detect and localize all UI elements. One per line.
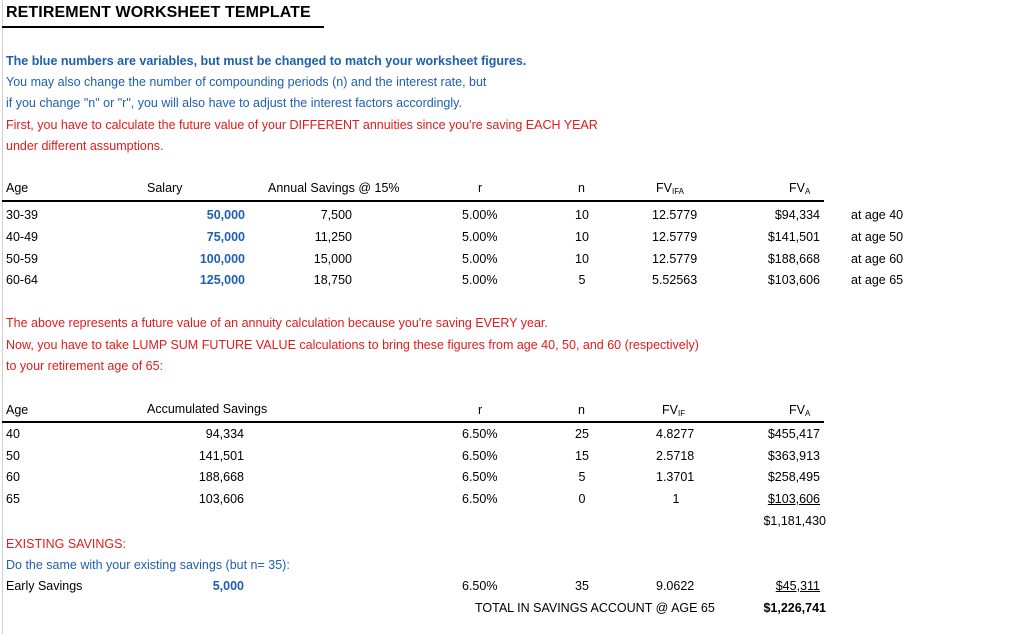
- row4-annual: 18,750: [313, 273, 352, 287]
- t2-row3-n: 5: [578, 470, 586, 484]
- header-salary: Salary: [147, 181, 183, 195]
- row2-fva: $141,501: [767, 230, 820, 244]
- intro-line-3: if you change "n" or "r", you will also have to adjust the interest factors accordingly.: [6, 96, 462, 110]
- row4-age: 60-64: [6, 273, 38, 287]
- title-underline: [2, 26, 324, 28]
- t2-row3-fva: $258,495: [767, 470, 820, 484]
- header-n: n: [578, 181, 585, 195]
- row4-n: 5: [578, 273, 586, 287]
- row3-fv: 12.5779: [652, 252, 698, 266]
- early-savings-amount: 5,000: [212, 579, 244, 593]
- t2-row1-r: 6.50%: [462, 427, 498, 441]
- t2-header-n: n: [578, 403, 585, 417]
- middle-line-1: The above represents a future value of an annuity calculation because you're saving EVERY year.: [6, 316, 548, 330]
- total-savings-value: $1,226,741: [763, 601, 826, 615]
- row3-age: 50-59: [6, 252, 38, 266]
- row2-fv: 12.5779: [652, 230, 698, 244]
- row2-n: 10: [575, 230, 589, 244]
- t2-row2-fva: $363,913: [767, 449, 820, 463]
- row4-note: at age 65: [851, 273, 904, 287]
- intro-line-2: You may also change the number of compounding periods (n) and the interest rate, but: [6, 75, 487, 89]
- header-fva: $FV_A$: [789, 181, 811, 196]
- t2-row1-n: 25: [575, 427, 589, 441]
- early-savings-fva: $45,311: [775, 579, 820, 593]
- early-savings-label: Early Savings: [6, 579, 83, 593]
- t2-row4-r: 6.50%: [462, 492, 498, 506]
- t2-row3-fv: 1.3701: [656, 470, 695, 484]
- row1-n: 10: [575, 208, 589, 222]
- t2-row3-r: 6.50%: [462, 470, 498, 484]
- page-title: RETIREMENT WORKSHEET TEMPLATE: [6, 4, 311, 21]
- row1-fva: $94,334: [774, 208, 820, 222]
- row4-r: 5.00%: [462, 273, 498, 287]
- left-gridline: [2, 0, 3, 634]
- t2-row2-fv: 2.5718: [656, 449, 695, 463]
- early-savings-fv: 9.0622: [656, 579, 695, 593]
- existing-instruction: Do the same with your existing savings (but n= 35):: [6, 558, 290, 572]
- row1-note: at age 40: [851, 208, 904, 222]
- row2-annual: 11,250: [314, 230, 352, 244]
- header-r: r: [478, 181, 483, 195]
- t2-row3-acc: 188,668: [198, 470, 244, 484]
- middle-line-2: Now, you have to take LUMP SUM FUTURE VALUE calculations to bring these figures from age 40, 50, and 60 (respectively): [6, 338, 699, 352]
- row4-fva: $103,606: [767, 273, 820, 287]
- row1-annual: 7,500: [320, 208, 352, 222]
- t2-row2-n: 15: [575, 449, 589, 463]
- t2-row4-acc: 103,606: [198, 492, 244, 506]
- row2-r: 5.00%: [462, 230, 498, 244]
- t2-header-accumulated: Accumulated Savings: [147, 402, 268, 416]
- t2-row1-acc: 94,334: [205, 427, 244, 441]
- t2-header-rule: [2, 421, 824, 423]
- row4-salary: 125,000: [199, 273, 245, 287]
- t2-row1-fv: 4.8277: [656, 427, 695, 441]
- header-fvifa: $FV_{IFA}$: [656, 181, 684, 196]
- row3-salary: 100,000: [199, 252, 245, 266]
- intro-line-4: First, you have to calculate the future value of your DIFFERENT annuities since you're saving EACH YEAR: [6, 118, 598, 132]
- row3-annual: 15,000: [313, 252, 352, 266]
- row1-r: 5.00%: [462, 208, 498, 222]
- row2-note: at age 50: [851, 230, 904, 244]
- total-savings-label: TOTAL IN SAVINGS ACCOUNT @ AGE 65: [475, 601, 715, 615]
- intro-line-5: under different assumptions.: [6, 139, 164, 153]
- t2-row1-age: 40: [6, 427, 20, 441]
- header-annual-savings: Annual Savings @ 15%: [268, 181, 400, 195]
- t2-total: $1,181,430: [763, 514, 826, 528]
- t2-row4-fv: 1: [672, 492, 680, 506]
- row1-age: 30-39: [6, 208, 38, 222]
- t2-header-r: r: [478, 403, 483, 417]
- t2-header-fvif: $FV_{IF}$: [662, 403, 686, 418]
- row1-salary: 50,000: [206, 208, 245, 222]
- t2-row2-acc: 141,501: [198, 449, 244, 463]
- row3-note: at age 60: [851, 252, 904, 266]
- row3-fva: $188,668: [767, 252, 820, 266]
- t2-row4-n: 0: [578, 492, 586, 506]
- existing-heading: EXISTING SAVINGS:: [6, 537, 126, 551]
- header-rule: [2, 200, 824, 202]
- t2-row2-age: 50: [6, 449, 20, 463]
- t2-row2-r: 6.50%: [462, 449, 498, 463]
- row3-r: 5.00%: [462, 252, 498, 266]
- early-savings-r: 6.50%: [462, 579, 498, 593]
- intro-line-1: The blue numbers are variables, but must be changed to match your worksheet figures.: [6, 54, 527, 68]
- t2-row1-fva: $455,417: [767, 427, 820, 441]
- row4-fv: 5.52563: [652, 273, 698, 287]
- row1-fv: 12.5779: [652, 208, 698, 222]
- t2-row4-age: 65: [6, 492, 20, 506]
- t2-row4-fva: $103,606: [767, 492, 820, 506]
- t2-row3-age: 60: [6, 470, 20, 484]
- early-savings-n: 35: [575, 579, 589, 593]
- row3-n: 10: [575, 252, 589, 266]
- t2-header-age: Age: [6, 403, 29, 417]
- t2-header-fva: $FV_A$: [789, 403, 811, 418]
- row2-salary: 75,000: [206, 230, 245, 244]
- middle-line-3: to your retirement age of 65:: [6, 359, 164, 373]
- row2-age: 40-49: [6, 230, 38, 244]
- header-age: Age: [6, 181, 29, 195]
